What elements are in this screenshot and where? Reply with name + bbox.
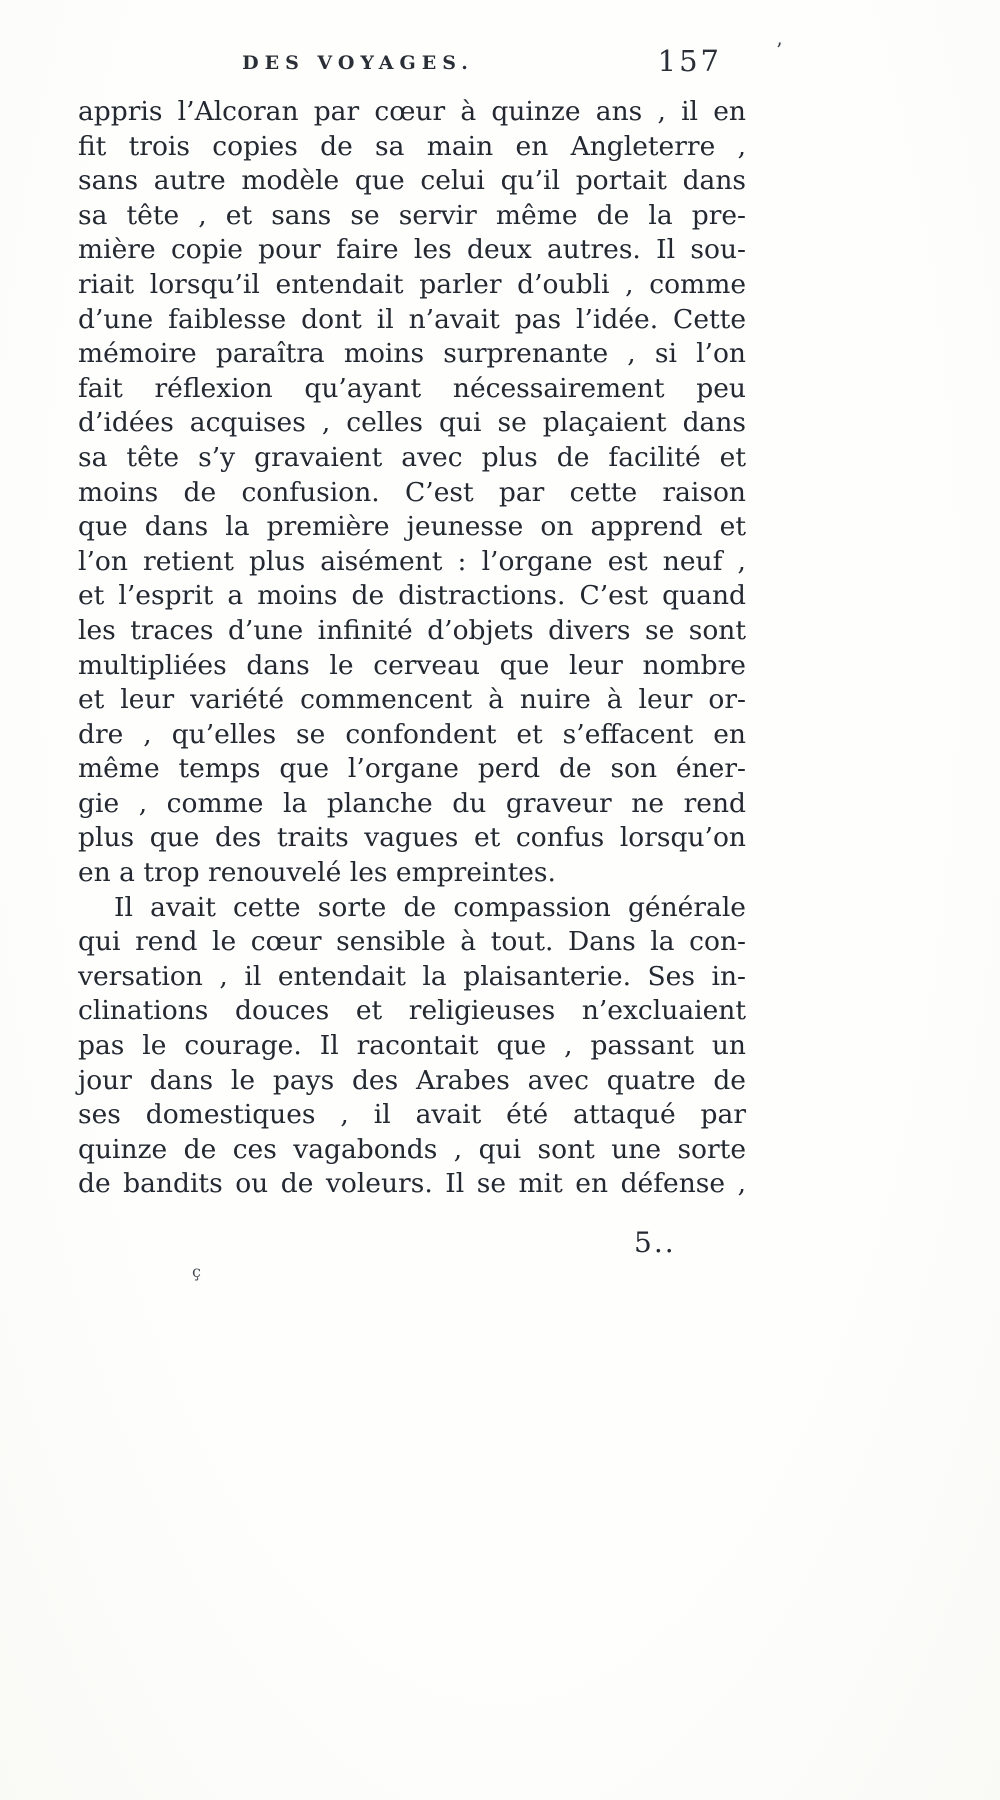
text-line: mière copie pour faire les deux autres. Il sou- <box>78 234 746 266</box>
text-line: versation , il entendait la plaisanterie. Ses in- <box>78 960 746 992</box>
text-line: et l’esprit a moins de distractions. C’est quand <box>78 580 746 612</box>
text-line: clinations douces et religieuses n’excluaient <box>78 995 746 1027</box>
header-title: DES VOYAGES. <box>242 52 474 74</box>
text-line: moins de confusion. C’est par cette raison <box>78 476 746 508</box>
text-line: sa tête , et sans se servir même de la pre- <box>78 199 746 231</box>
page-number: 157 <box>657 44 722 78</box>
text-line: mémoire paraîtra moins surprenante , si l’on <box>78 338 746 370</box>
ink-speck: ’ <box>776 38 783 62</box>
text-line: qui rend le cœur sensible à tout. Dans la con- <box>78 926 746 958</box>
text-line: plus que des traits vagues et confus lorsqu’on <box>78 822 746 854</box>
text-line: pas le courage. Il racontait que , passant un <box>78 1030 746 1062</box>
text-line: jour dans le pays des Arabes avec quatre de <box>78 1064 746 1096</box>
text-line: fait réflexion qu’ayant nécessairement peu <box>78 372 746 404</box>
ink-speck: ç <box>192 1262 201 1281</box>
text-line: d’une faiblesse dont il n’avait pas l’idée. Cette <box>78 303 746 335</box>
text-line: et leur variété commencent à nuire à leur or- <box>78 684 746 716</box>
text-line: les traces d’une infinité d’objets divers se sont <box>78 614 746 646</box>
text-line: appris l’Alcoran par cœur à quinze ans , il en <box>78 96 746 127</box>
text-line: de bandits ou de voleurs. Il se mit en défense , <box>78 1168 746 1200</box>
text-line: riait lorsqu’il entendait parler d’oubli , comme <box>78 268 746 300</box>
signature-row <box>78 1226 746 1259</box>
text-line: fit trois copies de sa main en Angleterre , <box>78 130 746 162</box>
text-block <box>78 95 746 1202</box>
text-line: sans autre modèle que celui qu’il portait dans <box>78 165 746 197</box>
text-line: que dans la première jeunesse on apprend et <box>78 511 746 543</box>
text-line: dre , qu’elles se confondent et s’effacent en <box>78 718 746 750</box>
text-line: en a trop renouvelé les empreintes. <box>78 857 556 889</box>
signature-mark: 5.. <box>634 1226 676 1259</box>
running-header <box>80 44 746 92</box>
text-line: ses domestiques , il avait été attaqué par <box>78 1099 746 1131</box>
text-line: d’idées acquises , celles qui se plaçaient dans <box>78 407 746 439</box>
text-line: sa tête s’y gravaient avec plus de facilité et <box>78 441 746 473</box>
text-line: gie , comme la planche du graveur ne rend <box>78 787 746 819</box>
text-line: quinze de ces vagabonds , qui sont une sorte <box>78 1133 746 1165</box>
text-line: Il avait cette sorte de compassion générale <box>114 891 746 923</box>
text-line: multipliées dans le cerveau que leur nombre <box>78 649 746 681</box>
text-line: l’on retient plus aisément : l’organe est neuf , <box>78 545 746 577</box>
text-line: même temps que l’organe perd de son éner- <box>78 753 746 785</box>
